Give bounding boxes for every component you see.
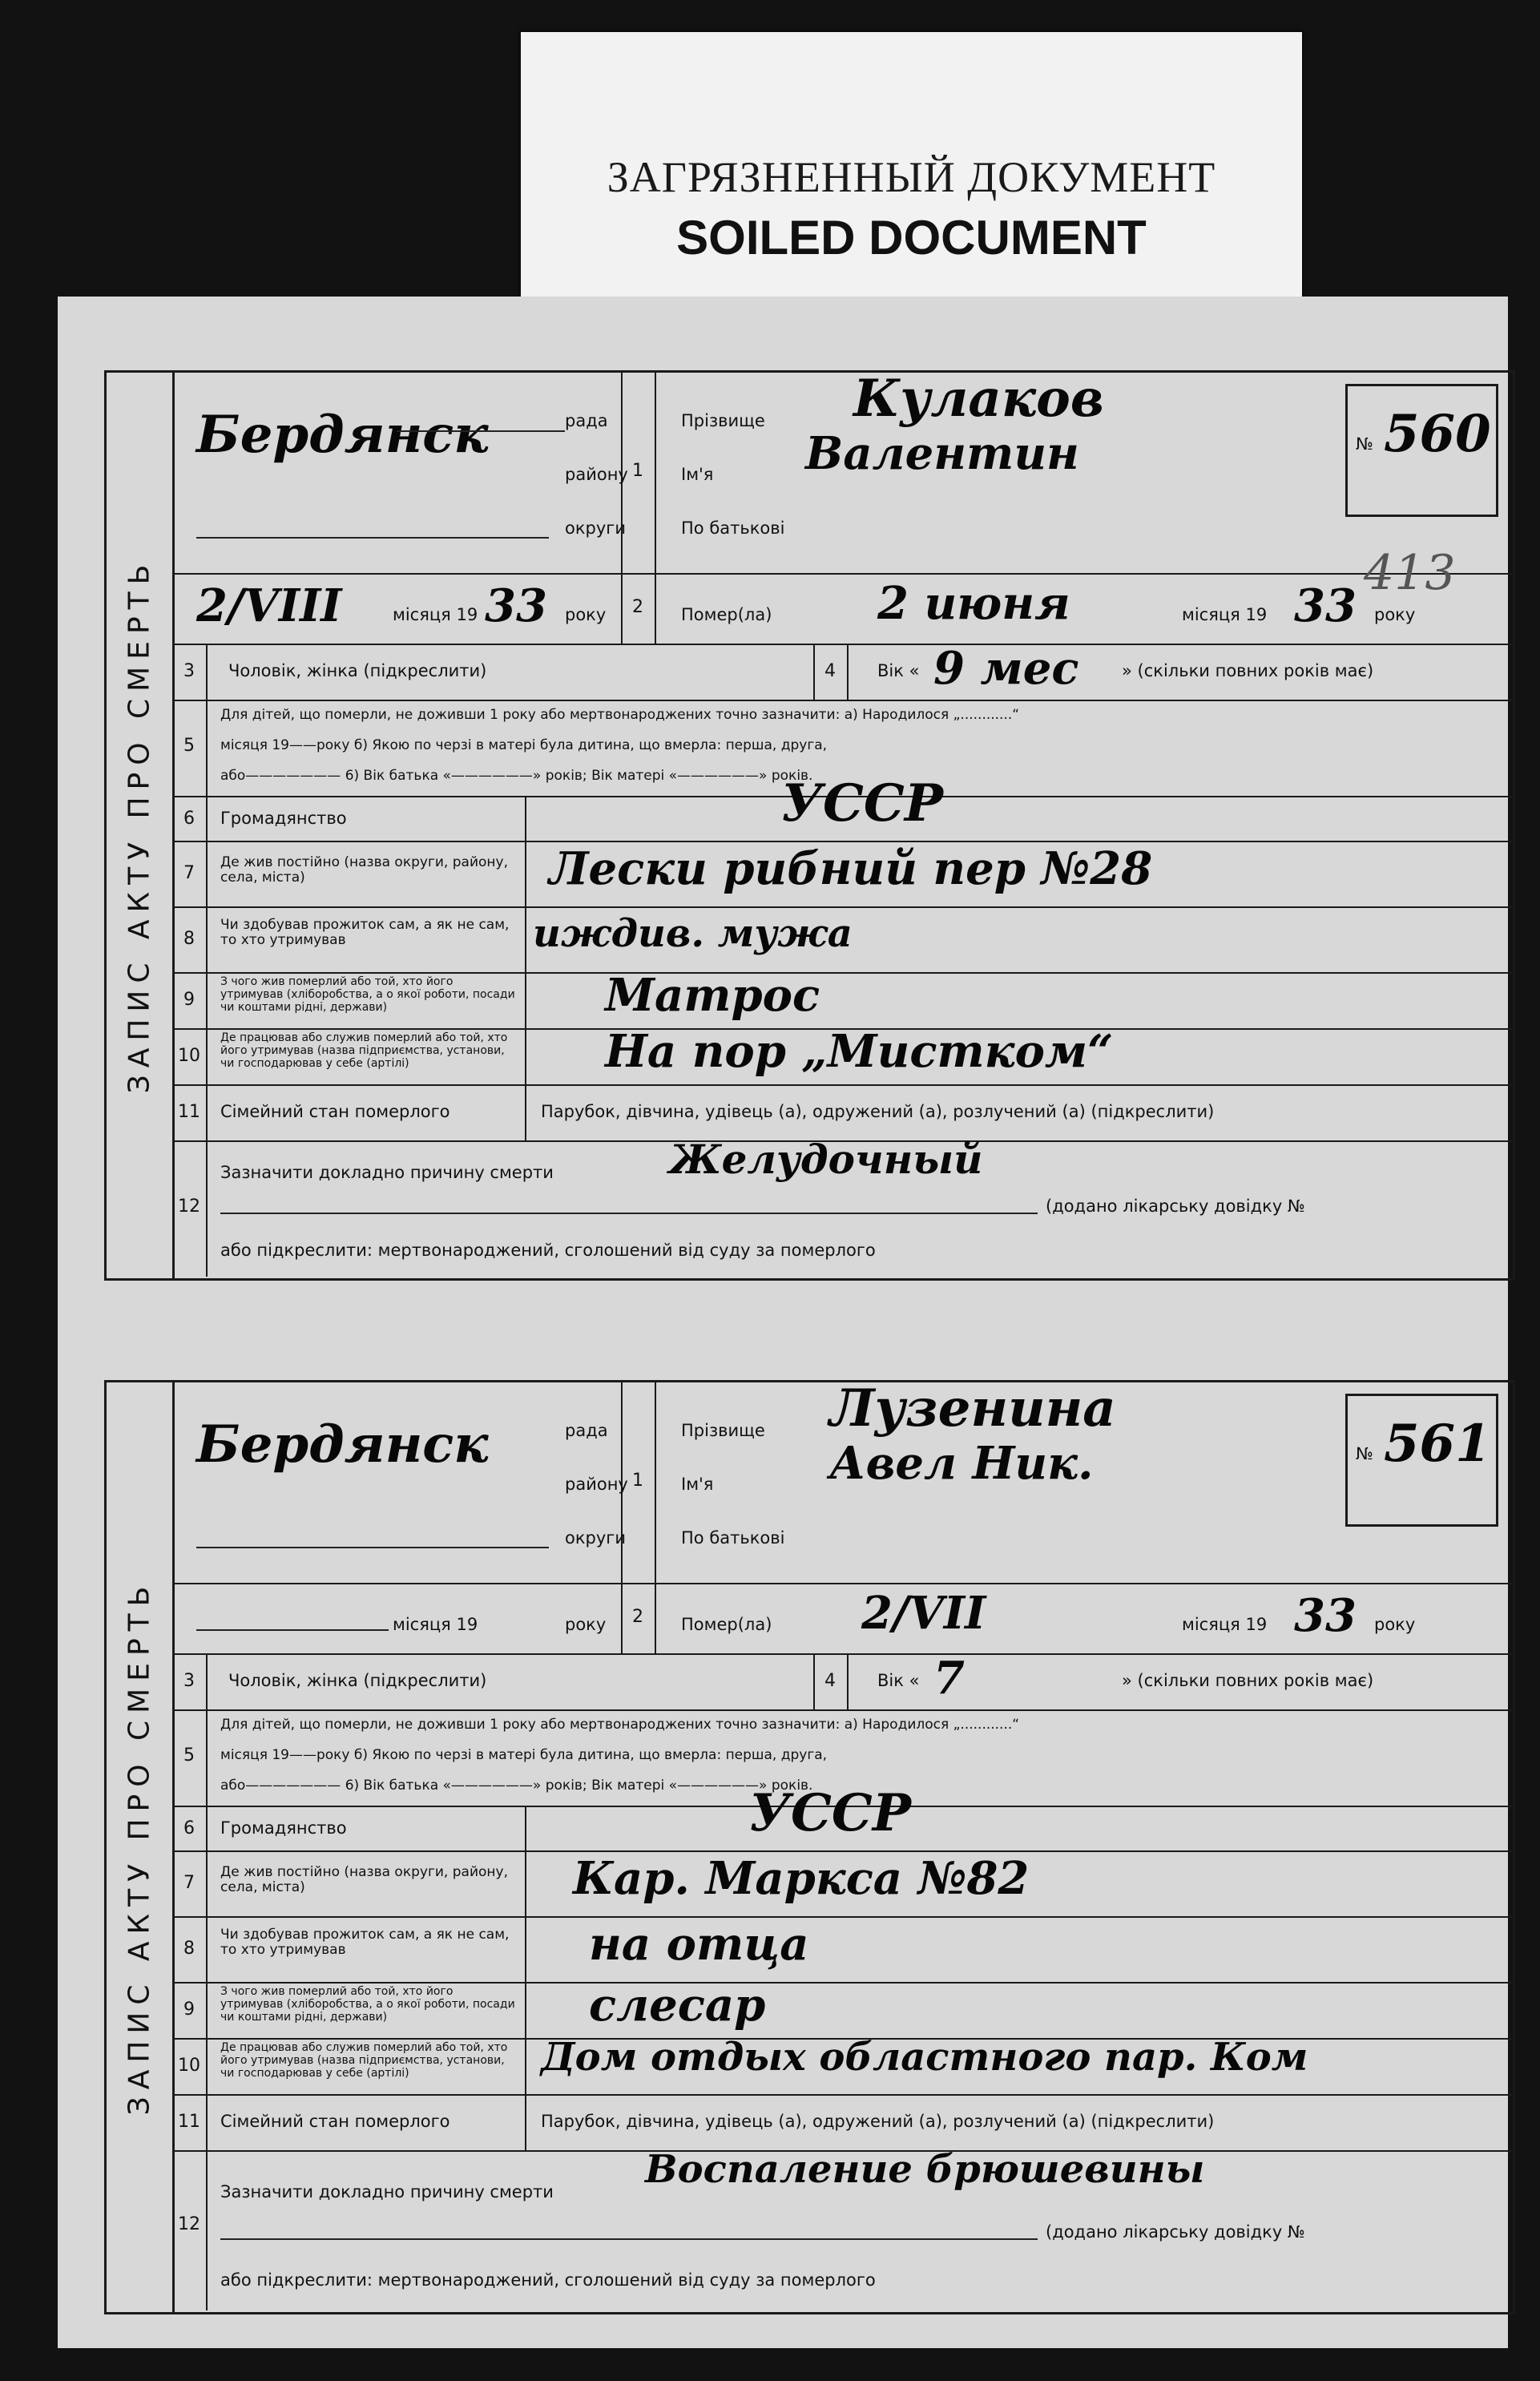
surname-handwritten: Кулаков [853, 369, 1104, 429]
record-number-box: № 561 [1345, 1394, 1498, 1527]
row-11: 11 Сімейний стан померлого Парубок, дівчина, удівець (а), одружений (а), розлучений (а) (підкреслити) [172, 1084, 1513, 1142]
row-9: 9 З чого жив померлий або той, хто його утримував (хліборобства, а о якої роботи, посади чи коштами рідні, держави) слесар [172, 1982, 1513, 2040]
citizenship-handwritten: УССР [749, 1783, 911, 1843]
row-7: 7 Де жив постійно (назва округи, району, села, міста) Кар. Маркса №82 [172, 1850, 1513, 1918]
residence-handwritten: Лески рибний пер №28 [549, 842, 1153, 895]
side-title: ЗАПИС АКТУ ПРО СМЕРТЬ [107, 373, 175, 1278]
document-page [58, 297, 1508, 2348]
death-record-card-1 [104, 370, 1515, 1281]
row-10: 10 Де працював або служив померлий або той, хто його утримував (назва підприємства, установи, чи господарював у себе (артілі) Дом отдых областного пар. Ком [172, 2038, 1513, 2096]
header-row: 1 Бердянск рада району округи Прізвище Лузенина Ім'я Авел Ник. По батькові № 561 [172, 1382, 1513, 1584]
cause-handwritten: Воспаление брюшевины [645, 2147, 1205, 2192]
label-english: SOILED DOCUMENT [676, 211, 1147, 264]
row-3-4: 3 Чоловік, жінка (підкреслити) 4 Вік « 9 мес » (скільки повних років має) [172, 644, 1513, 701]
record-number-box: № 560 [1345, 384, 1498, 517]
row-2: 2 місяця 19 року Помер(ла) 2/VII місяця 19 33 року [172, 1583, 1513, 1655]
surname-handwritten: Лузенина [829, 1378, 1116, 1439]
city-handwritten: Бердянск [196, 405, 489, 465]
row-12: 12 Зазначити докладно причину смерти Воспаление брюшевины (додано лікарську довідку № або підкреслити: мертвонароджений, сголошений від суду за померлого [172, 2150, 1513, 2310]
residence-handwritten: Кар. Маркса №82 [573, 1852, 1030, 1905]
margin-note: 413 [1364, 545, 1456, 601]
cause-handwritten: Желудочный [669, 1136, 983, 1183]
death-record-card-2 [104, 1380, 1515, 2314]
header-row: 1 Бердянск рада району округи Прізвище Кулаков Ім'я Валентин По батькові № 560 [172, 373, 1513, 575]
row-12: 12 Зазначити докладно причину смерти Желудочный (додано лікарську довідку № або підкреслити: мертвонароджений, сголошений від суду за померлого [172, 1140, 1513, 1277]
row-6: 6 Громадянство УССР [172, 1806, 1513, 1852]
row-2: 2 2/VIII місяця 19 33 року Помер(ла) 2 июня місяця 19 33 року [172, 573, 1513, 645]
row-11: 11 Сімейний стан померлого Парубок, дівчина, удівець (а), одружений (а), розлучений (а) (підкреслити) [172, 2094, 1513, 2152]
row-8: 8 Чи здобував прожиток сам, а як не сам, то хто утримував на отца [172, 1916, 1513, 1983]
row-7: 7 Де жив постійно (назва округи, району, села, міста) Лески рибний пер №28 [172, 841, 1513, 908]
record-number: 560 [1384, 404, 1491, 464]
soiled-document-label [521, 32, 1302, 313]
row-6: 6 Громадянство УССР [172, 796, 1513, 842]
row-5: 5 Для дітей, що померли, не доживши 1 року або мертвонароджених точно зазначити: а) Народилося „............“ місяця 19——року б) Якою по черзі в матері була дитина, що вмерла: перша, друга, або——————— 6) Вік батька «——————» років; Вік матері «——————» років. [172, 1709, 1513, 1807]
row-9: 9 З чого жив померлий або той, хто його утримував (хліборобства, а о якої роботи, посади чи коштами рідні, держави) Матрос [172, 972, 1513, 1030]
row-5: 5 Для дітей, що померли, не доживши 1 року або мертвонароджених точно зазначити: а) Народилося „............“ місяця 19——року б) Якою по черзі в матері була дитина, що вмерла: перша, друга, або——————— 6) Вік батька «——————» років; Вік матері «——————» років. [172, 700, 1513, 797]
row-3-4: 3 Чоловік, жінка (підкреслити) 4 Вік « 7 » (скільки повних років має) [172, 1653, 1513, 1711]
row-8: 8 Чи здобував прожиток сам, а як не сам, то хто утримував иждив. мужа [172, 906, 1513, 974]
label-russian: ЗАГРЯЗНЕННЫЙ ДОКУМЕНТ [607, 153, 1216, 201]
side-title: ЗАПИС АКТУ ПРО СМЕРТЬ [107, 1382, 175, 2312]
given-name-handwritten: Авел Ник. [829, 1437, 1094, 1490]
row-10: 10 Де працював або служив померлий або той, хто його утримував (назва підприємства, установи, чи господарював у себе (артілі) На пор „Мистком“ [172, 1028, 1513, 1086]
given-name-handwritten: Валентин [805, 427, 1079, 480]
city-handwritten: Бердянск [196, 1414, 489, 1475]
citizenship-handwritten: УССР [781, 773, 943, 833]
record-number: 561 [1384, 1414, 1491, 1474]
